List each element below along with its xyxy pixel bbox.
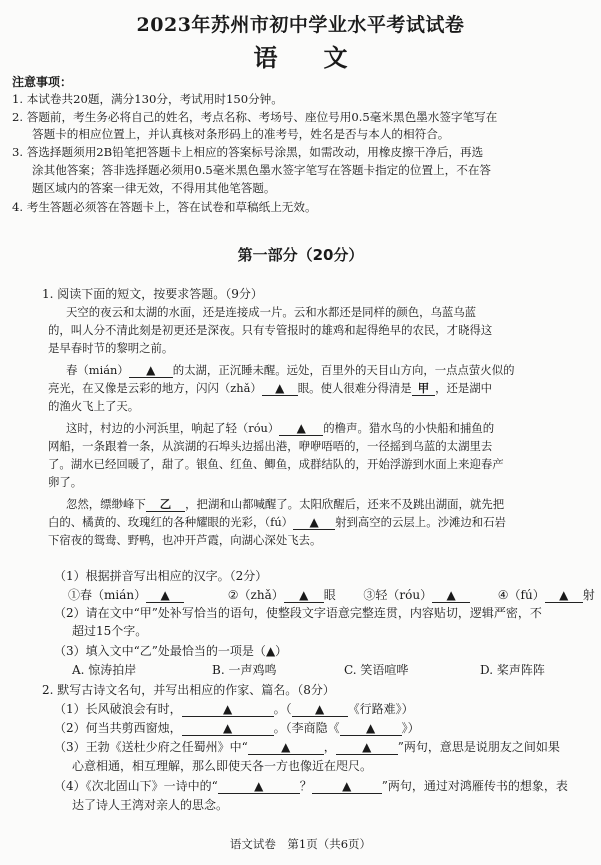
passage-line: 忽然，缥缈峰下 乙 ，把湖和山都喊醒了。太阳欣醒后，还来不及跳出湖面，就先把 (66, 497, 505, 511)
passage-line: 卵了。 (48, 475, 83, 489)
pinyin-items: ①春（mián） ▲ ②（zhǎ） ▲ 眼 ③轻（róu） ▲ ④（fú） ▲ 射 (68, 588, 595, 602)
part-one-title: 第一部分（20分） (237, 246, 364, 264)
blank-label-jia: 甲 (412, 381, 435, 396)
answer-blank-marker: ▲ (362, 740, 372, 754)
answer-blank-marker: ▲ (296, 421, 306, 435)
answer-blank-marker: ▲ (315, 702, 325, 716)
answer-blank-marker: ▲ (342, 779, 352, 793)
passage-line: 网船，一条跟着一条，从滨湖的石埠头边摇出港，咿咿唔唔的，一径摇到乌蓝的太湖里去 (48, 439, 493, 453)
recite-line-3-cont: 心意相通，相互理解，那么即使天各一方也像近在咫尺。 (72, 759, 373, 773)
note-line: 涂其他答案；答非选择题必须用0.5毫米黑色墨水签字笔写在答题卡指定的位置上，不在答 (32, 163, 492, 177)
option-d: D. 桨声阵阵 (480, 663, 545, 677)
question-2-stem: 2. 默写古诗文名句，并写出相应的作家、篇名。（8分） (42, 683, 335, 697)
blank-label-yi: 乙 (146, 497, 185, 512)
note-line: 1. 本试卷共20题，满分130分，考试用时150分钟。 (12, 92, 283, 106)
passage-line: 下宿夜的鸳鸯、野鸭，也冲开芦霞，向湖心深处飞去。 (48, 533, 322, 547)
passage-line: 的渔火飞上了天。 (48, 399, 140, 413)
sub-question-2-cont: 超过15个字。 (72, 624, 148, 638)
note-line: 题区域内的答案一律无效，不得用其他笔答题。 (32, 181, 276, 195)
answer-blank-marker: ▲ (281, 740, 291, 754)
question-1-stem: 1. 阅读下面的短文，按要求答题。（9分） (42, 287, 263, 301)
answer-blank-marker: ▲ (366, 721, 376, 735)
note-line: 2. 答题前，考生务必将自己的姓名，考点名称、考场号、座位号用0.5毫米黑色墨水签字笔写在 (12, 110, 498, 124)
answer-blank-marker: ▲ (223, 702, 233, 716)
passage-line: 这时，村边的小河浜里，响起了轻（róu） ▲ 的橹声。猎水鸟的小快船和捕鱼的 (66, 421, 495, 435)
label-jia: 甲 (139, 606, 152, 620)
recite-line-3: （3）王勃《送杜少府之任蜀州》中“ ▲ ， ▲ ”两句，意思是说朋友之间如果 (54, 740, 560, 754)
notes-heading: 注意事项： (12, 75, 73, 89)
answer-blank-marker: ▲ (254, 779, 264, 793)
option-a: A. 惊涛拍岸 (72, 663, 137, 677)
page-footer: 语文试卷 第1页（共6页） (229, 837, 372, 851)
passage-line: 亮光，在又像是云彩的地方，闪闪（zhǎ） ▲ 眼。使人很难分得清是 甲 ，还是湖中 (48, 381, 493, 395)
answer-blank-marker: ▲ (265, 644, 276, 658)
passage-line: 天空的夜云和太湖的水面，还是连接成一片。云和水都还是同样的颜色，乌蓝乌蓝 (66, 305, 477, 319)
recite-line-4: （4）《次北固山下》一诗中的“ ▲ ？ ▲ ”两句，通过对鸿雁传书的想象，表 (54, 779, 568, 793)
label-yi: 乙 (139, 644, 152, 658)
answer-blank-marker: ▲ (275, 381, 285, 395)
answer-blank-marker: ▲ (299, 588, 309, 602)
note-line: 3. 答选择题须用2B铅笔把答题卡上相应的答案标号涂黑，如需改动，用橡皮擦干净后，再选 (12, 145, 484, 159)
subject-title: 语文 (253, 43, 394, 72)
note-line: 4. 考生答题必须答在答题卡上，答在试卷和草稿纸上无效。 (12, 200, 317, 214)
recite-line-1: （1）长风破浪会有时， ▲ 。（ ▲ 《行路难》） (54, 702, 414, 716)
answer-blank-marker: ▲ (160, 588, 170, 602)
sub-question-2: （2）请在文中“甲”处补写恰当的语句，使整段文字语意完整连贯，内容贴切，逻辑严密，不 (54, 606, 542, 620)
answer-blank-marker: ▲ (223, 721, 233, 735)
recite-line-2: （2）何当共剪西窗烛， ▲ 。（李商隐《 ▲ 》） (54, 721, 420, 735)
exam-title: 2023年苏州市初中学业水平考试试卷 (136, 14, 465, 36)
answer-blank-marker: ▲ (446, 588, 456, 602)
passage-line: 春（mián） ▲ 的太湖，正沉睡未醒。远处，百里外的天目山方向，一点点萤火似的 (66, 363, 515, 377)
answer-blank-marker: ▲ (559, 588, 569, 602)
note-line: 答题卡的相应位置上，并认真核对条形码上的准考号，姓名是否与本人的相符合。 (32, 127, 450, 141)
recite-line-4-cont: 达了诗人王湾对亲人的思念。 (72, 798, 229, 812)
passage-line: 是早春时节的黎明之前。 (48, 341, 174, 355)
option-c: C. 笑语喧哗 (344, 663, 409, 677)
passage-line: 白的、橘黄的、玫瑰红的各种耀眼的光彩，（fú） ▲ 射到高空的云层上。沙滩边和石岩 (48, 515, 506, 529)
option-b: B. 一声鸡鸣 (212, 663, 277, 677)
passage-line: 的，叫人分不清此刻是初更还是深夜。只有专管报时的雄鸡和起得绝早的农民，才晓得这 (48, 323, 493, 337)
sub-question-3: （3）填入文中“乙”处最恰当的一项是（▲） (54, 644, 288, 658)
answer-blank-marker: ▲ (309, 515, 319, 529)
passage-line: 了。湖水已经回暖了，甜了。银鱼、红鱼、鲫鱼，成群结队的，开始浮游到水面上来迎春产 (48, 457, 504, 471)
answer-blank-marker: ▲ (146, 363, 156, 377)
sub-question-1: （1）根据拼音写出相应的汉字。（2分） (54, 569, 268, 583)
